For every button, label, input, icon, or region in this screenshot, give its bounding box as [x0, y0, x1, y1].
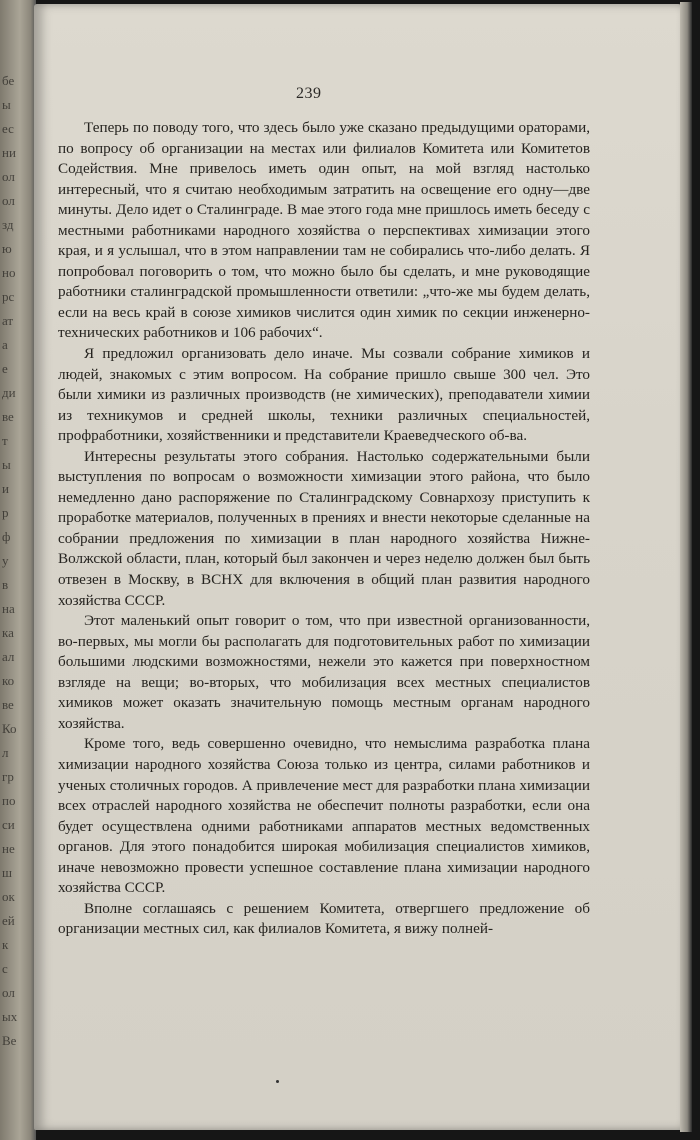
left-page-text-fragment: ол: [2, 169, 15, 184]
left-page-text-fragment: ве: [2, 697, 14, 712]
left-page-text-fragment: ес: [2, 121, 14, 136]
left-page-text-fragment: ко: [2, 673, 15, 688]
left-page-text-fragment: л: [2, 745, 9, 760]
left-page-text-fragment: е: [2, 361, 8, 376]
left-page-text-fragment: у: [2, 553, 9, 568]
left-page-text-fragment: гр: [2, 769, 14, 784]
left-page-text-fragment: рс: [2, 289, 15, 304]
left-page-text-fragment: но: [2, 265, 16, 280]
print-speck: [276, 1080, 279, 1083]
left-page-text-fragment: не: [2, 841, 15, 856]
left-page-text-fragment: ы: [2, 97, 11, 112]
left-page-text-fragment: т: [2, 433, 8, 448]
left-page-text-fragment: в: [2, 577, 9, 592]
left-page-fragment: [0, 0, 36, 1140]
left-page-text-fragment: ш: [2, 865, 13, 880]
left-page-text-fragment: ф: [2, 529, 11, 544]
left-page-text-fragment: Ко: [2, 721, 17, 736]
left-page-text-fragment: ни: [2, 145, 16, 160]
paragraph: Этот маленький опыт говорит о том, что при известной организованности, во-первых, мы могли бы располагать для подготовительных работ по химизации большими людскими возможностями, нежели это кажется при поверхностном взгляде на вещи; во-вторых, что мобилизация всех местных специалистов химиков может оказать значительную помощь местным органам народного хозяйства.: [58, 612, 590, 732]
left-page-text-fragment: ал: [2, 649, 15, 664]
left-page-text-fragment: си: [2, 817, 15, 832]
left-page-text-fragment: ка: [2, 625, 14, 640]
left-page-text-fragment: ат: [2, 313, 14, 328]
left-page-text-fragment: ю: [2, 241, 12, 256]
page-text: [58, 118, 590, 940]
left-page-text-fragment: ей: [2, 913, 15, 928]
left-page-text-fragment: а: [2, 337, 8, 352]
left-page-text-fragment: ол: [2, 985, 15, 1000]
paragraph: Вполне соглашаясь с решением Комитета, отвергшего предложение об организации местных сил, как филиалов Комитета, я вижу полней-: [58, 899, 590, 938]
left-page-text-fragment: ол: [2, 193, 15, 208]
left-page-text-fragment: на: [2, 601, 15, 616]
page-edge: [680, 2, 692, 1132]
left-page-text-fragment: р: [2, 505, 9, 520]
left-page-text-fragment: с: [2, 961, 8, 976]
paragraph: Я предложил организовать дело иначе. Мы созвали собрание химиков и людей, знакомых с этим вопросом. На собрание пришло свыше 300 чел. Это были химики из различных производств (не химических), преподаватели химии из техникумов и средней школы, техники различных специальностей, профработники, хозяйственники и представители Краеведческого об-ва.: [58, 345, 590, 445]
left-page-text-fragment: по: [2, 793, 16, 808]
left-page-text-fragment: к: [2, 937, 9, 952]
paragraph: Кроме того, ведь совершенно очевидно, что немыслима разработка плана химизации народного хозяйства Союза только из центра, силами работников и ученых столичных городов. А привлечение мест для разработки плана химизации всех отраслей народного хозяйства не обеспечит полноты разработки, если она будет осуществлена одними работниками аппаратов местных ведомственных органов. Для этого понадобится широкая мобилизация специалистов химиков, иначе невозможно провести успешное составление плана химизации народного хозяйства СССР.: [58, 735, 590, 897]
left-page-text-fragment: ок: [2, 889, 15, 904]
left-page-text-fragment: ве: [2, 409, 14, 424]
page-number: 239: [296, 85, 322, 102]
left-page-text-fragment: ых: [2, 1009, 18, 1024]
left-page-text-fragment: ди: [2, 385, 16, 400]
paragraph: Интересны результаты этого собрания. Настолько содержательными были выступления по вопросам о возможности химизации этого района, что было немедленно дано распоряжение по Сталинградскому Совнархозу приступить к проработке материалов, полученных в прениях и внести некоторые сделанные на собрании предложения по химизации в план народного хозяйства Нижне-Волжской области, план, который был закончен и через неделю должен был быть отвезен в Москву, в ВСНХ для включения в общий план развития народного хозяйства СССР.: [58, 447, 590, 609]
left-page-text-fragment: и: [2, 481, 9, 496]
left-page-text-fragment: бе: [2, 73, 15, 88]
left-page-text-fragment: ы: [2, 457, 11, 472]
left-page-text-fragment: зд: [2, 217, 14, 232]
paragraph: Теперь по поводу того, что здесь было уже сказано предыдущими ораторами, по вопросу об организации на местах или филиалов Комитета или Комитетов Содействия. Мне привелось иметь один опыт, на мой взгляд настолько интересный, что я считаю необходимым затратить на освещение его одну—две минуты. Дело идет о Сталинграде. В мае этого года мне пришлось иметь беседу с местными работниками народного хозяйства о перспективах химизации этого края, и я услышал, что в этом направлении там не собирались что-либо делать. Я попробовал поговорить о том, что можно было бы сделать, и мне руководящие работники сталинградской промышленности ответили: „что-же мы будем делать, если на весь край в союзе химиков числится один химик по секции инженерно-технических работников и 106 рабочих“.: [58, 119, 590, 342]
left-page-text-fragment: Ве: [2, 1033, 17, 1048]
